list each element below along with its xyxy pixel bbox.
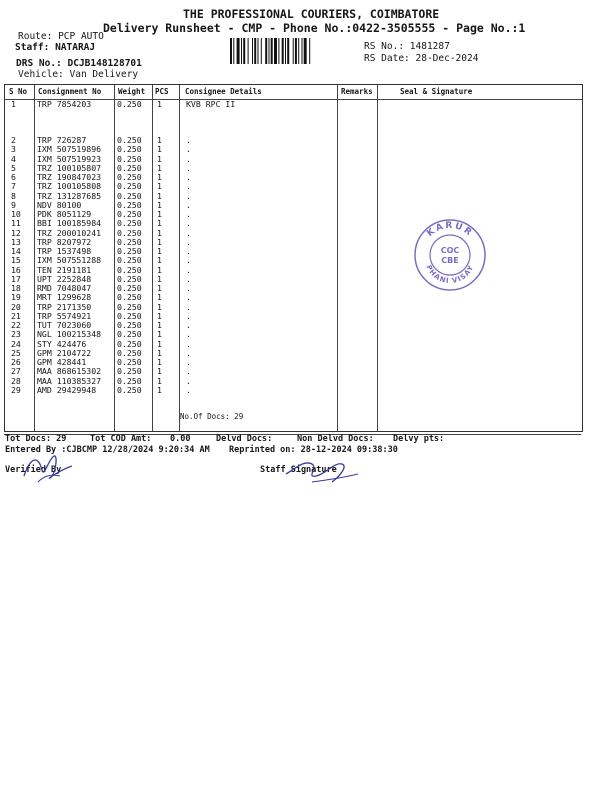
cell-consignment: TRP 726287	[37, 135, 87, 145]
cell-weight: 0.250	[117, 283, 142, 293]
stamp-bottom-text: PHANI VISAY	[424, 263, 476, 286]
delvy-pts: Delvy pts:	[393, 434, 445, 444]
cell-consignee-empty: .	[186, 384, 191, 395]
cell-consignee-empty: .	[186, 273, 191, 284]
cell-consignee-empty: .	[186, 172, 191, 182]
company-name: THE PROFESSIONAL COURIERS, COIMBATORE	[183, 7, 440, 21]
cell-consignee-empty: .	[186, 357, 191, 367]
runsheet-title: Delivery Runsheet - CMP - Phone No.:0422-3505555 - Page No.:1	[103, 21, 526, 35]
stamp-center-line1: COC	[440, 246, 460, 255]
cell-sno: 8	[11, 190, 16, 201]
cell-sno: 26	[11, 357, 21, 367]
cell-consignee-empty: .	[186, 338, 191, 349]
cell-sno: 3	[11, 144, 16, 155]
cell-consignee-empty: .	[186, 255, 191, 266]
cell-pcs: 1	[157, 135, 162, 145]
cell-sno: 1	[11, 99, 16, 109]
cell-pcs: 1	[157, 347, 162, 358]
cell-weight: 0.250	[117, 246, 142, 256]
rs-no-field	[364, 41, 450, 52]
cell-consignment: MAA 110385327	[37, 375, 102, 386]
cell-sno: 29	[11, 384, 21, 395]
non-delvd-docs: Non Delvd Docs:	[297, 434, 374, 444]
cell-consignee-empty: .	[186, 301, 191, 312]
cell-weight: 0.250	[117, 190, 142, 201]
rs-date-label: RS Date:	[364, 53, 410, 64]
verified-by: Verified By	[5, 465, 62, 475]
cell-consignee-empty: .	[186, 310, 191, 321]
cell-weight: 0.250	[117, 144, 142, 155]
cell-pcs: 1	[157, 292, 162, 303]
cell-consignment: TRZ 131287685	[37, 190, 102, 201]
cell-consignment: GPM 2104722	[37, 347, 92, 358]
cell-pcs: 1	[157, 181, 162, 192]
cell-consignment: IXM 507519923	[37, 153, 102, 164]
route-field	[18, 31, 104, 42]
cell-sno: 20	[11, 301, 21, 312]
cell-consignee-empty: .	[186, 236, 191, 247]
cell-weight: 0.250	[117, 292, 142, 303]
cell-consignment: IXM 507551288	[37, 255, 102, 266]
cell-sno: 12	[11, 227, 21, 238]
cell-weight: 0.250	[117, 329, 142, 340]
cell-pcs: 1	[157, 236, 162, 247]
cell-weight: 0.250	[117, 301, 142, 312]
cell-consignment: STY 424476	[37, 338, 87, 349]
cell-pcs: 1	[157, 99, 162, 109]
cell-consignment: TRZ 100105807	[37, 162, 102, 173]
cell-consignee-empty: .	[186, 144, 191, 155]
cell-sno: 13	[11, 236, 21, 247]
rs-no-value: 1481287	[409, 41, 450, 52]
cell-weight: 0.250	[117, 320, 142, 330]
cell-sno: 9	[11, 199, 16, 210]
cell-pcs: 1	[157, 227, 162, 238]
vehicle-value: Van Delivery	[69, 69, 139, 80]
col-header-weight: Weight	[118, 87, 146, 96]
col-header-seal: Seal & Signature	[400, 87, 473, 96]
rs-no-label: RS No.:	[364, 41, 405, 52]
cell-consignee-empty: .	[186, 135, 191, 145]
cell-weight: 0.250	[117, 209, 142, 219]
cell-pcs: 1	[157, 375, 162, 386]
col-header-consignment: Consignment No	[38, 87, 102, 96]
cell-weight: 0.250	[117, 199, 142, 210]
cell-weight: 0.250	[117, 366, 142, 377]
cell-consignee-empty: .	[186, 227, 191, 238]
cell-consignee-empty: .	[186, 347, 191, 358]
cell-consignee-empty: .	[186, 246, 191, 256]
cell-weight: 0.250	[117, 162, 142, 173]
col-header-consignee: Consignee Details	[185, 87, 262, 96]
cell-pcs: 1	[157, 162, 162, 173]
cell-pcs: 1	[157, 172, 162, 182]
staff-signature-label: Staff Signature	[260, 465, 337, 475]
cell-sno: 7	[11, 181, 16, 192]
vehicle-field	[18, 69, 138, 80]
cell-sno: 2	[11, 135, 16, 145]
barcode	[230, 38, 358, 64]
col-header-pcs: PCS	[155, 87, 169, 96]
cell-sno: 5	[11, 162, 16, 173]
cell-sno: 11	[11, 218, 21, 229]
cell-sno: 19	[11, 292, 21, 303]
svg-text:PHANI VISAY	[424, 264, 475, 285]
cell-consignment: RMD 7048047	[37, 283, 92, 293]
cell-consignment: PDK 8051129	[37, 209, 92, 219]
tot-cod-value: 0.00	[170, 434, 191, 444]
cell-sno: 17	[11, 273, 21, 284]
cell-pcs: 1	[157, 320, 162, 330]
cell-consignment: MAA 868615302	[37, 366, 102, 377]
cell-weight: 0.250	[117, 99, 142, 109]
staff-value: NATARAJ	[55, 42, 96, 53]
cell-weight: 0.250	[117, 338, 142, 349]
cell-consignment: IXM 507519896	[37, 144, 102, 155]
cell-pcs: 1	[157, 366, 162, 377]
table-row	[5, 99, 335, 109]
cell-pcs: 1	[157, 283, 162, 293]
cell-weight: 0.250	[117, 135, 142, 145]
cell-weight: 0.250	[117, 375, 142, 386]
table-row	[5, 385, 335, 395]
cell-sno: 28	[11, 375, 21, 386]
cell-weight: 0.250	[117, 347, 142, 358]
cell-weight: 0.250	[117, 255, 142, 266]
cell-consignment: BBI 100185984	[37, 218, 102, 229]
cell-consignment: TEN 2191181	[37, 264, 92, 275]
cell-sno: 16	[11, 264, 21, 275]
cell-sno: 10	[11, 209, 21, 219]
cell-consignment: TRZ 100105808	[37, 181, 102, 192]
cell-consignment: NGL 100215348	[37, 329, 102, 340]
cell-weight: 0.250	[117, 172, 142, 182]
cell-pcs: 1	[157, 357, 162, 367]
cell-pcs: 1	[157, 153, 162, 164]
cell-consignee-empty: .	[186, 209, 191, 219]
runsheet-table	[4, 84, 583, 432]
reprinted-on: Reprinted on: 28-12-2024 09:38:30	[229, 445, 398, 455]
cell-consignment: TRP 5574921	[37, 310, 92, 321]
cell-sno: 18	[11, 283, 21, 293]
cell-weight: 0.250	[117, 218, 142, 229]
no-of-docs: No.Of Docs: 29	[180, 412, 244, 421]
stamp-center-line2: CBE	[441, 256, 459, 265]
route-value: PCP AUTO	[58, 31, 104, 42]
cell-consignment: GPM 428441	[37, 357, 87, 367]
cell-consignee-empty: .	[186, 292, 191, 303]
drs-field	[16, 58, 142, 69]
cell-sno: 4	[11, 153, 16, 164]
cell-consignment: TRP 8207972	[37, 236, 92, 247]
col-header-sno: S No	[9, 87, 28, 96]
cell-consignee-empty: .	[186, 375, 191, 386]
col-header-remarks: Remarks	[341, 87, 373, 96]
cell-consignment: NDV 80100	[37, 199, 82, 210]
cell-pcs: 1	[157, 384, 162, 395]
cell-consignee-empty: .	[186, 153, 191, 164]
vehicle-label: Vehicle:	[18, 69, 64, 80]
cell-sno: 22	[11, 320, 21, 330]
cell-pcs: 1	[157, 199, 162, 210]
cell-sno: 25	[11, 347, 21, 358]
cell-pcs: 1	[157, 218, 162, 229]
cell-pcs: 1	[157, 190, 162, 201]
cell-weight: 0.250	[117, 384, 142, 395]
delvd-docs: Delvd Docs:	[216, 434, 273, 444]
cell-pcs: 1	[157, 301, 162, 312]
cell-weight: 0.250	[117, 310, 142, 321]
cell-pcs: 1	[157, 310, 162, 321]
cell-weight: 0.250	[117, 357, 142, 367]
entered-by: Entered By :CJBCMP 12/28/2024 9:20:34 AM	[5, 445, 210, 455]
cell-sno: 23	[11, 329, 21, 340]
rs-date-field	[364, 53, 478, 64]
cell-consignment: TRZ 200010241	[37, 227, 102, 238]
cell-consignee-empty: .	[186, 181, 191, 192]
cell-pcs: 1	[157, 338, 162, 349]
rs-date-value: 28-Dec-2024	[415, 53, 479, 64]
cell-consignee-empty: .	[186, 366, 191, 377]
cell-sno: 15	[11, 255, 21, 266]
cell-pcs: 1	[157, 255, 162, 266]
cell-pcs: 1	[157, 144, 162, 155]
cell-sno: 6	[11, 172, 16, 182]
cell-consignee-empty: .	[186, 199, 191, 210]
verified-signature	[20, 448, 80, 488]
cell-consignee-empty: .	[186, 190, 191, 201]
cell-consignee: KVB RPC II	[186, 99, 236, 109]
cell-consignee-empty: .	[186, 283, 191, 293]
cell-weight: 0.250	[117, 236, 142, 247]
cell-consignment: TRP 7854203	[37, 99, 92, 109]
cell-consignment: UPT 2252848	[37, 273, 92, 284]
cell-weight: 0.250	[117, 264, 142, 275]
svg-text:KARUR	[425, 221, 474, 239]
cell-sno: 24	[11, 338, 21, 349]
cell-pcs: 1	[157, 273, 162, 284]
cell-weight: 0.250	[117, 153, 142, 164]
company-stamp	[413, 218, 487, 292]
cell-weight: 0.250	[117, 273, 142, 284]
cell-consignment: AMD 29429948	[37, 384, 97, 395]
cell-consignee-empty: .	[186, 218, 191, 229]
cell-sno: 14	[11, 246, 21, 256]
route-label: Route:	[18, 31, 53, 42]
drs-value: DCJB148128701	[67, 58, 142, 69]
cell-consignment: MRT 1299628	[37, 292, 92, 303]
tot-cod-label: Tot COD Amt:	[90, 434, 152, 444]
drs-label: DRS No.:	[16, 58, 62, 69]
cell-weight: 0.250	[117, 227, 142, 238]
cell-consignment: TUT 7023060	[37, 320, 92, 330]
cell-consignee-empty: .	[186, 320, 191, 330]
staff-field	[15, 42, 95, 53]
cell-sno: 21	[11, 310, 21, 321]
cell-consignee-empty: .	[186, 264, 191, 275]
cell-sno: 27	[11, 366, 21, 377]
cell-consignment: TRZ 190847023	[37, 172, 102, 182]
stamp-top-text: KARUR	[425, 220, 475, 240]
cell-consignee-empty: .	[186, 329, 191, 340]
tot-docs: Tot Docs: 29	[5, 434, 67, 444]
cell-pcs: 1	[157, 264, 162, 275]
cell-consignment: TRP 1537498	[37, 246, 92, 256]
cell-consignment: TRP 2171350	[37, 301, 92, 312]
staff-signature	[282, 452, 362, 488]
cell-pcs: 1	[157, 329, 162, 340]
cell-pcs: 1	[157, 209, 162, 219]
cell-weight: 0.250	[117, 181, 142, 192]
cell-pcs: 1	[157, 246, 162, 256]
cell-consignee-empty: .	[186, 162, 191, 173]
staff-label: Staff:	[15, 42, 50, 53]
